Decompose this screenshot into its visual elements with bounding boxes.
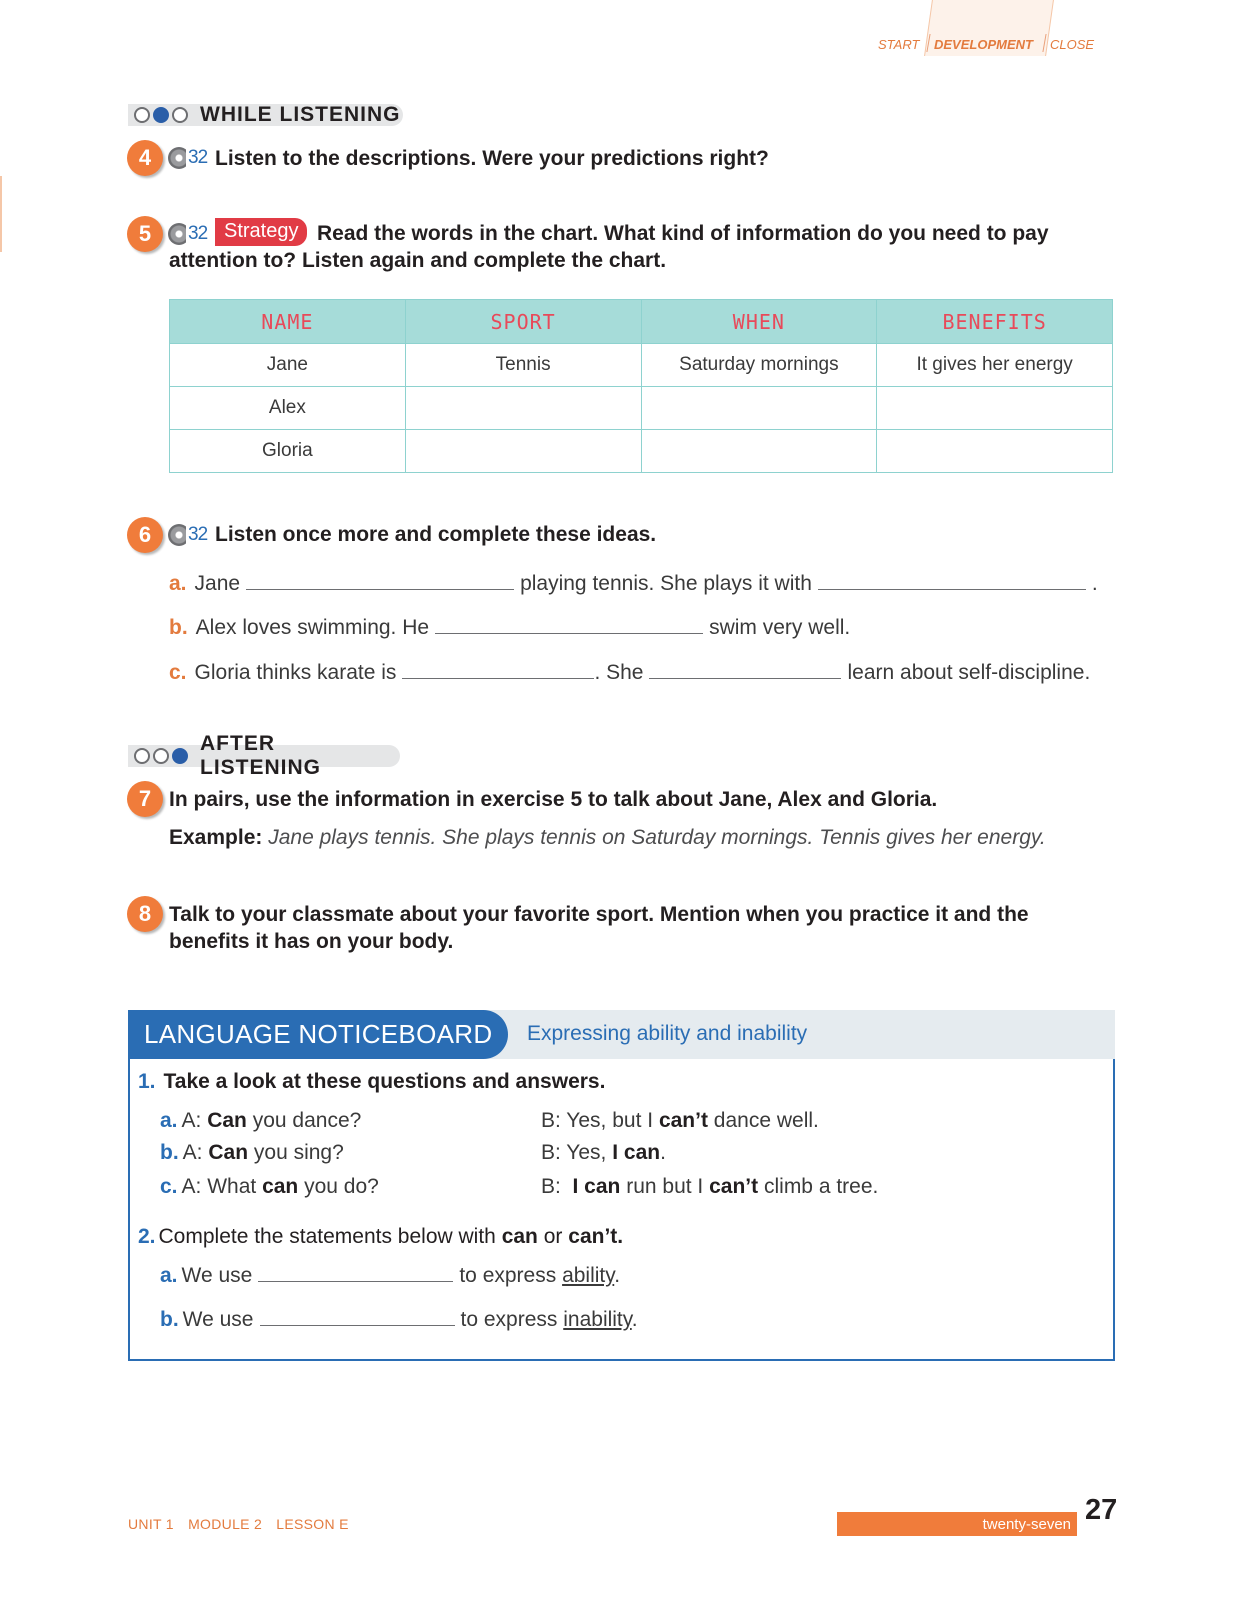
statement-b [160, 1308, 638, 1332]
statement-text: to express [460, 1308, 558, 1331]
item-letter: c. [169, 661, 187, 684]
progress-dot-active [153, 107, 169, 123]
answer-blank[interactable] [649, 665, 841, 679]
exercise-instruction: Read the words in the chart. What kind of information do you need to pay [317, 222, 1049, 245]
sentence-text: . [1091, 572, 1098, 595]
noticeboard-text: . [617, 1225, 624, 1248]
chart-cell: Tennis [405, 344, 641, 387]
sentence-text: swim very well. [709, 616, 851, 639]
track-number: 32 [188, 223, 208, 244]
section-title: AFTER LISTENING [200, 732, 322, 779]
sentence-text: Alex loves swimming. He [195, 616, 430, 639]
keyword: can’t [658, 1109, 708, 1132]
item-letter: b. [169, 616, 188, 639]
chart-header-row [170, 300, 1113, 344]
dialogue-text: B: Yes, [541, 1141, 607, 1164]
dialogue-b-answer [541, 1141, 666, 1165]
chart-cell: Alex [170, 387, 406, 430]
stage-development: DEVELOPMENT [934, 37, 1033, 52]
info-chart [169, 299, 1113, 473]
dialogue-c-question [160, 1175, 379, 1199]
track-number: 32 [188, 524, 208, 545]
dialogue-c-answer [541, 1175, 878, 1199]
chart-header: WHEN [641, 300, 877, 344]
chart-cell-blank[interactable] [877, 430, 1113, 473]
stage-close: CLOSE [1050, 37, 1095, 52]
chart-cell-blank[interactable] [405, 430, 641, 473]
noticeboard-question-1 [138, 1070, 605, 1094]
example-text: Jane plays tennis. She plays tennis on Saturday mornings. Tennis gives her energy. [268, 826, 1046, 849]
footer-breadcrumb [128, 1516, 359, 1532]
chart-header: SPORT [405, 300, 641, 344]
answer-blank[interactable] [260, 1312, 455, 1326]
noticeboard-subtitle: Expressing ability and inability [527, 1022, 808, 1045]
chart-cell: It gives her energy [877, 344, 1113, 387]
sentence-a [169, 572, 1098, 596]
keyword: can [501, 1225, 538, 1248]
statement-text: . [614, 1264, 621, 1287]
statement-a [160, 1264, 620, 1288]
speaker: A: What [181, 1175, 257, 1198]
page-word-bar [837, 1512, 1077, 1536]
speaker: A: [182, 1141, 203, 1164]
item-letter: b. [160, 1141, 179, 1164]
section-header-after-listening [128, 732, 400, 779]
dialogue-text: you dance? [252, 1109, 362, 1132]
dialogue-a-question [160, 1109, 361, 1133]
exercise-number: 8 [127, 896, 163, 932]
dialogue-text: run but I [626, 1175, 704, 1198]
sentence-text: playing tennis. She plays it with [520, 572, 812, 595]
dialogue-text: you sing? [253, 1141, 344, 1164]
sentence-text: . She [594, 661, 644, 684]
progress-dot [172, 107, 188, 123]
item-number: 2. [138, 1225, 156, 1248]
chart-header: NAME [170, 300, 406, 344]
audio-track[interactable] [168, 218, 210, 250]
page-number: 27 [1085, 1494, 1118, 1526]
answer-blank[interactable] [435, 620, 703, 634]
chart-cell-blank[interactable] [641, 387, 877, 430]
strategy-badge: Strategy [215, 218, 307, 246]
keyword: Can [207, 1109, 247, 1132]
chart-cell-blank[interactable] [405, 387, 641, 430]
page-word: twenty-seven [982, 1515, 1071, 1533]
exercise-instruction: In pairs, use the information in exercise 5 to talk about Jane, Alex and Gloria. [169, 788, 938, 811]
chart-header: BENEFITS [877, 300, 1113, 344]
chart-cell-blank[interactable] [641, 430, 877, 473]
dialogue-text: climb a tree. [763, 1175, 879, 1198]
item-letter: b. [160, 1308, 179, 1331]
speaker: A: [181, 1109, 202, 1132]
sentence-b [169, 616, 850, 640]
sentence-text: Gloria thinks karate is [194, 661, 397, 684]
noticeboard-text: or [543, 1225, 563, 1248]
keyword: can’t [568, 1225, 618, 1248]
exercise-instruction: Listen once more and complete these ideas. [215, 523, 657, 546]
dialogue-text: B: Yes, but I [541, 1109, 654, 1132]
stage-start: START [878, 37, 920, 52]
sentence-c [169, 661, 1090, 685]
item-letter: a. [169, 572, 187, 595]
chart-cell-blank[interactable] [877, 387, 1113, 430]
exercise-number: 5 [127, 216, 163, 252]
section-title: WHILE LISTENING [200, 103, 401, 126]
item-number: 1. [138, 1070, 156, 1093]
footer-unit: UNIT 1 [128, 1516, 174, 1532]
exercise-instruction: Talk to your classmate about your favorite sport. Mention when you practice it and the [169, 903, 1029, 926]
item-letter: a. [160, 1109, 178, 1132]
item-letter: a. [160, 1264, 178, 1287]
footer-module: MODULE 2 [188, 1516, 263, 1532]
noticeboard-question-2 [138, 1225, 623, 1249]
dialogue-b-question [160, 1141, 344, 1165]
chart-cell: Saturday mornings [641, 344, 877, 387]
progress-dots [134, 748, 188, 764]
page-edge-mark [0, 176, 2, 252]
chart-cell: Gloria [170, 430, 406, 473]
exercise-instruction: Listen to the descriptions. Were your predictions right? [215, 147, 769, 170]
sentence-text: Jane [194, 572, 241, 595]
progress-dot-active [172, 748, 188, 764]
answer-blank[interactable] [818, 576, 1086, 590]
example-label: Example: [169, 826, 263, 849]
audio-track[interactable] [168, 142, 210, 174]
dialogue-text: you do? [304, 1175, 379, 1198]
chart-row [170, 430, 1113, 473]
progress-dot [134, 107, 150, 123]
keyword: can’t [709, 1175, 759, 1198]
noticeboard-title: LANGUAGE NOTICEBOARD [128, 1010, 508, 1059]
dialogue-text: . [660, 1141, 666, 1164]
keyword: can [262, 1175, 299, 1198]
lesson-stage-nav [870, 30, 1130, 56]
answer-blank[interactable] [258, 1268, 453, 1282]
progress-dot [153, 748, 169, 764]
keyword: Can [208, 1141, 249, 1164]
track-number: 32 [188, 147, 208, 168]
statement-keyword: ability [562, 1264, 615, 1287]
exercise-number: 6 [127, 517, 163, 553]
answer-blank[interactable] [402, 665, 594, 679]
section-header-while-listening [128, 104, 403, 126]
item-letter: c. [160, 1175, 178, 1198]
exercise-number: 7 [127, 781, 163, 817]
chart-row [170, 387, 1113, 430]
statement-text: . [631, 1308, 638, 1331]
dialogue-text: B: [541, 1175, 561, 1198]
chart-row [170, 344, 1113, 387]
exercise-instruction-cont: benefits it has on your body. [169, 930, 454, 953]
statement-text: We use [182, 1308, 254, 1331]
statement-text: to express [459, 1264, 557, 1287]
keyword: I can [612, 1141, 661, 1164]
audio-track[interactable] [168, 519, 210, 551]
statement-keyword: inability [563, 1308, 632, 1331]
progress-dot [134, 748, 150, 764]
chart-cell: Jane [170, 344, 406, 387]
statement-text: We use [181, 1264, 253, 1287]
keyword: I can [572, 1175, 621, 1198]
exercise-instruction-cont: attention to? Listen again and complete the chart. [169, 249, 667, 272]
dialogue-a-answer [541, 1109, 819, 1133]
progress-dots [134, 107, 188, 123]
dialogue-text: dance well. [713, 1109, 819, 1132]
noticeboard-text: Take a look at these questions and answers. [163, 1070, 606, 1093]
footer-lesson: LESSON E [276, 1516, 349, 1532]
noticeboard-text: Complete the statements below with [158, 1225, 496, 1248]
example-line [169, 826, 1046, 850]
exercise-number: 4 [127, 140, 163, 176]
sentence-text: learn about self-discipline. [847, 661, 1091, 684]
answer-blank[interactable] [246, 576, 514, 590]
